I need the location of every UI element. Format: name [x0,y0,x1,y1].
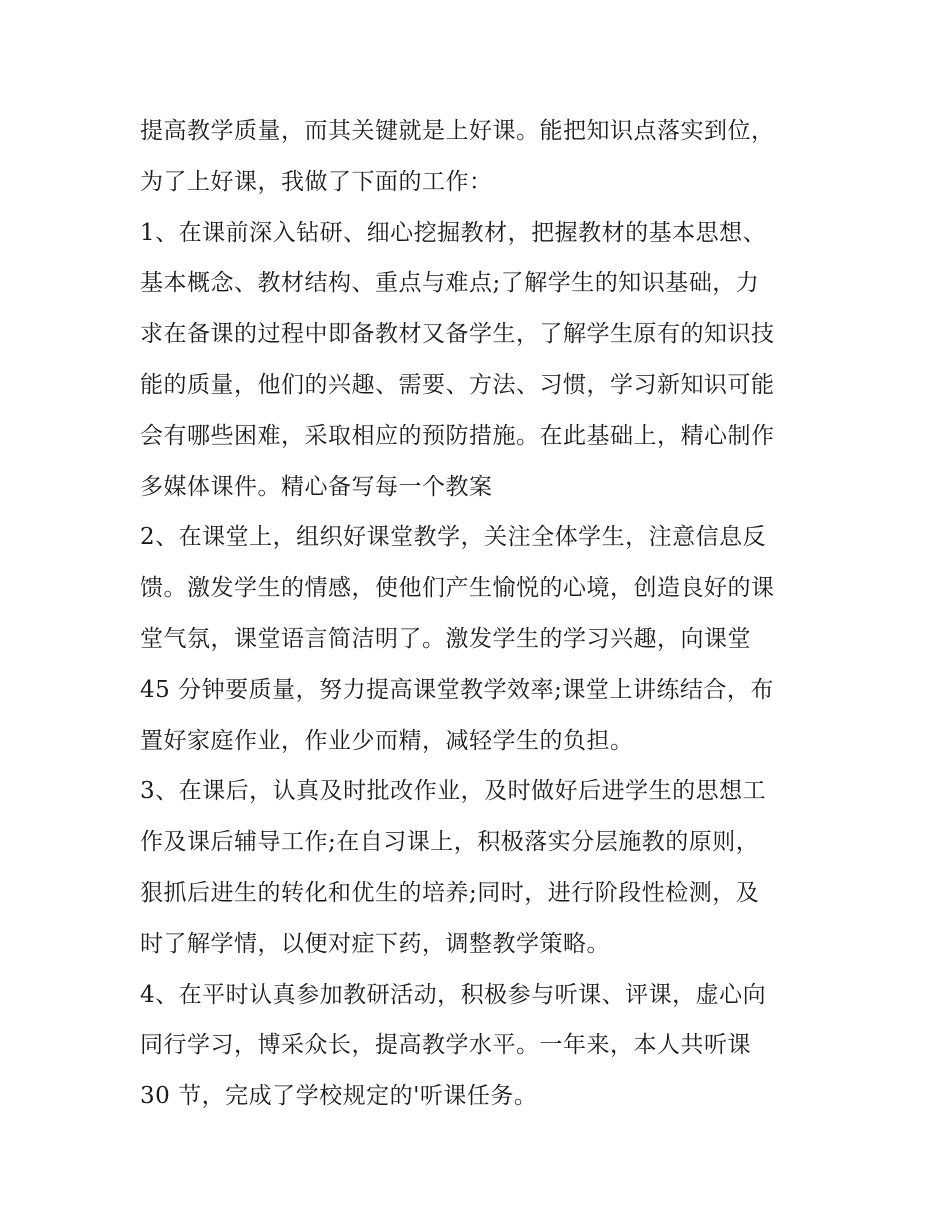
text-line: 2、在课堂上，组织好课堂教学，关注全体学生，注意信息反 [140,524,767,551]
text-line: 会有哪些困难，采取相应的预防措施。在此基础上，精心制作 [140,422,775,449]
text-line: 45 分钟要质量，努力提高课堂教学效率;课堂上讲练结合，布 [140,676,774,703]
text-line: 作及课后辅导工作;在自习课上，积极落实分层施教的原则， [140,829,760,856]
text-line: 时了解学情，以便对症下药，调整教学策略。 [140,930,610,957]
text-line: 置好家庭作业，作业少而精，减轻学生的负担。 [140,727,634,754]
text-line: 同行学习，博采众长，提高教学水平。一年来，本人共听课 [140,1032,751,1059]
text-line: 4、在平时认真参加教研活动，积极参与听课、评课，虚心向 [140,981,767,1008]
text-line: 多媒体课件。精心备写每一个教案 [140,473,493,500]
text-line: 堂气氛，课堂语言简洁明了。激发学生的学习兴趣，向课堂 [140,625,751,652]
text-line: 馈。激发学生的情感，使他们产生愉悦的心境，创造良好的课 [140,575,775,602]
text-line: 狠抓后进生的转化和优生的培养;同时，进行阶段性检测，及 [140,879,760,906]
text-line: 提高教学质量，而其关键就是上好课。能把知识点落实到位， [140,118,775,144]
text-line: 求在备课的过程中即备教材又备学生，了解学生原有的知识技 [140,321,775,348]
text-line: 1、在课前深入钻研、细心挖掘教材，把握教材的基本思想、 [140,219,767,246]
body-text [140,106,820,1122]
text-line: 30 节，完成了学校规定的'听课任务。 [140,1083,538,1110]
text-line: 3、在课后，认真及时批改作业，及时做好后进学生的思想工 [140,778,767,805]
text-line: 基本概念、教材结构、重点与难点;了解学生的知识基础，力 [140,270,760,297]
text-line: 能的质量，他们的兴趣、需要、方法、习惯，学习新知识可能 [140,371,775,398]
text-line: 为了上好课，我做了下面的工作： [140,168,493,195]
